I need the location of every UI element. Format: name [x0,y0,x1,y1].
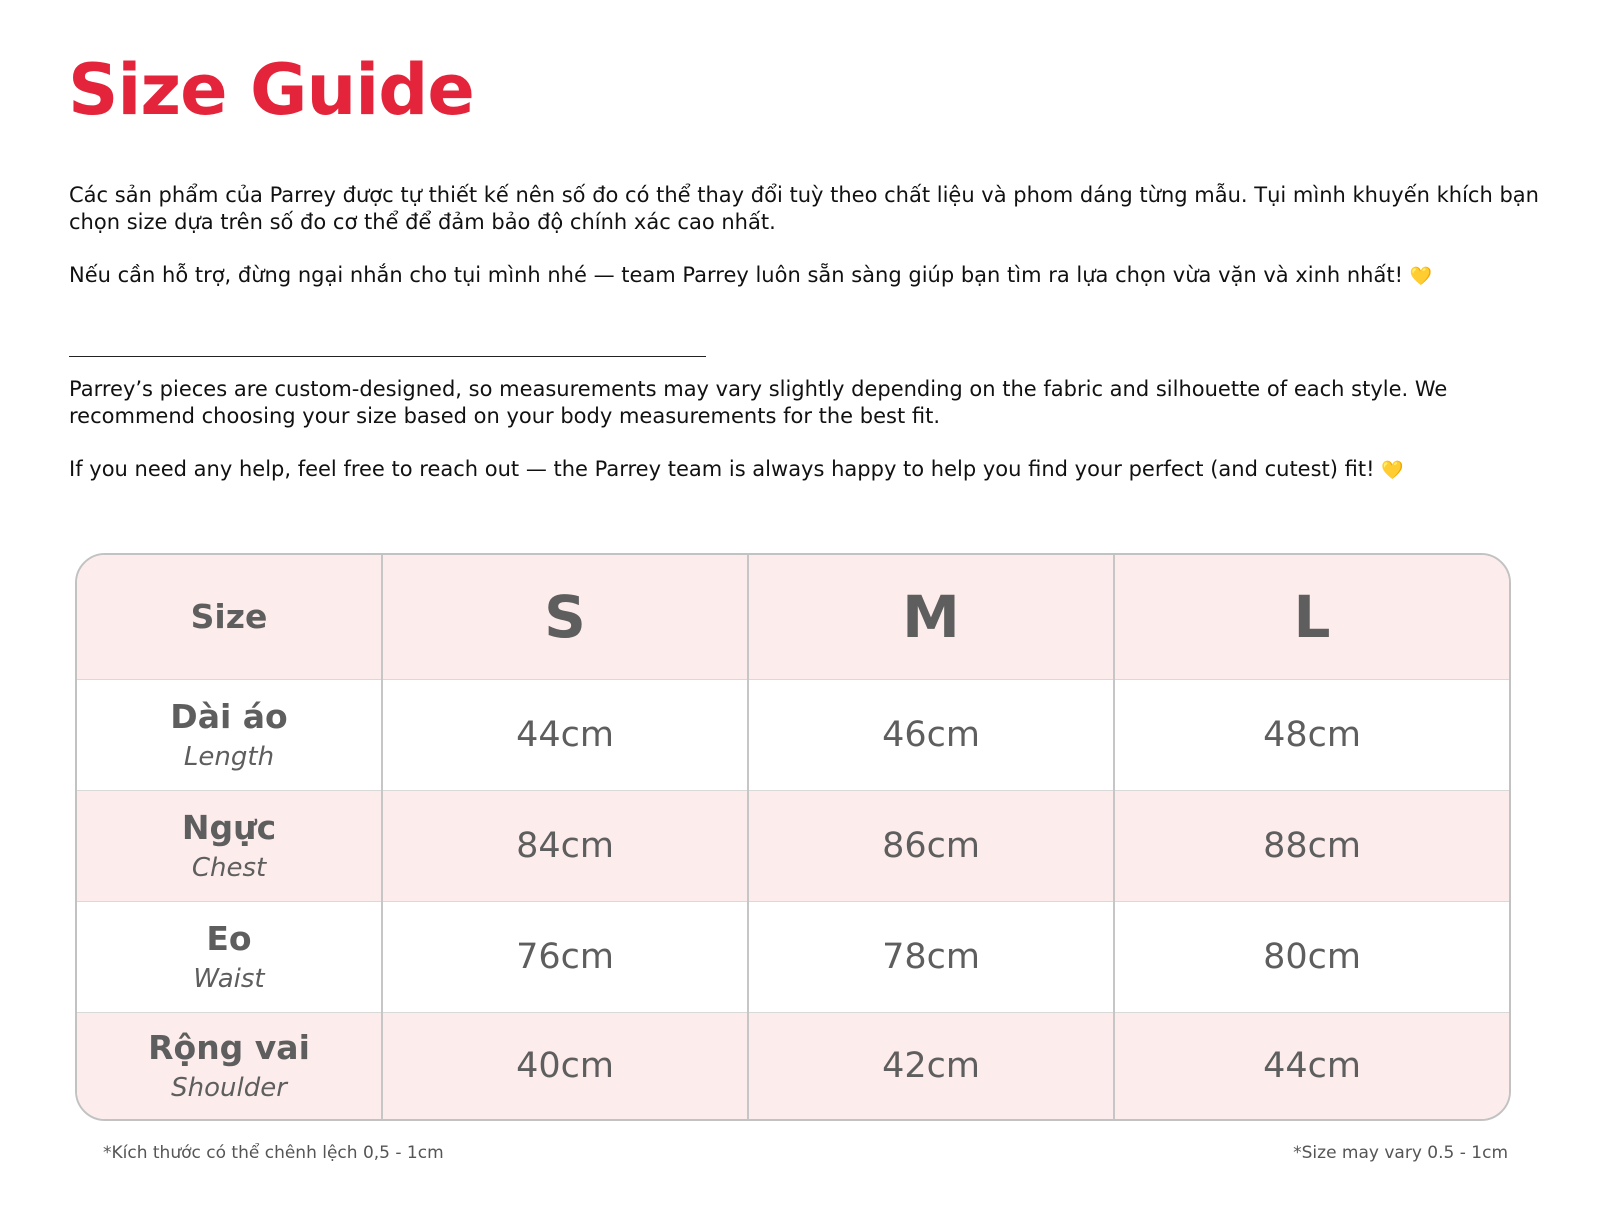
table-cell: 42cm [748,1012,1114,1119]
table-cell: 88cm [1114,790,1509,901]
row-label-vn: Rộng vai [148,1027,310,1067]
row-label-vn: Dài áo [170,696,288,736]
table-cell: 44cm [382,679,748,790]
table-cell: 46cm [748,679,1114,790]
row-label-shoulder [77,1012,382,1119]
row-label-en: Length [183,741,275,772]
intro-vi-paragraph-1 [69,182,1549,236]
heart-icon: 💛 [1381,460,1404,481]
table-cell: 76cm [382,901,748,1012]
intro-en-paragraph-2-text: If you need any help, feel free to reach out — the Parrey team is always happy to help you find your perfect (and cutest) fit! [69,457,1375,481]
page-title: Size Guide [68,49,474,131]
table-row [77,679,1509,790]
heart-icon: 💛 [1409,266,1433,287]
size-table-container [75,553,1511,1121]
footnote-vi: *Kích thước có thể chênh lệch 0,5 - 1cm [103,1143,444,1163]
size-table [77,555,1509,1119]
table-cell: 84cm [382,790,748,901]
section-divider [69,356,706,357]
footnote-en: *Size may vary 0.5 - 1cm [1293,1143,1508,1163]
intro-en-paragraph-2 [69,456,1549,484]
table-cell: 78cm [748,901,1114,1012]
intro-vi-paragraph-1-text: Các sản phẩm của Parrey được tự thiết kế nên số đo có thể thay đổi tuỳ theo chất liệu và phom dáng từng mẫu. Tụi mình khuyến khích bạn chọn size dựa trên số đo cơ thể để đảm bảo độ chính xác cao nhất. [69,183,1539,234]
header-size-s: S [382,555,748,679]
table-cell: 80cm [1114,901,1509,1012]
intro-vi-paragraph-2-text: Nếu cần hỗ trợ, đừng ngại nhắn cho tụi mình nhé — team Parrey luôn sẵn sàng giúp bạn tìm ra lựa chọn vừa vặn và xinh nhất! [69,263,1404,287]
table-cell: 86cm [748,790,1114,901]
table-cell: 40cm [382,1012,748,1119]
header-size-label: Size [77,555,382,679]
row-label-length [77,679,382,790]
row-label-chest [77,790,382,901]
intro-vi-paragraph-2 [69,262,1549,290]
table-cell: 48cm [1114,679,1509,790]
table-row [77,1012,1509,1119]
row-label-en: Shoulder [171,1072,287,1103]
row-label-en: Chest [191,852,267,883]
header-size-m: M [748,555,1114,679]
intro-en-paragraph-1 [69,376,1549,430]
row-label-waist [77,901,382,1012]
table-cell: 44cm [1263,1045,1361,1086]
table-row [77,901,1509,1012]
row-label-en: Waist [193,963,265,994]
table-header-row [77,555,1509,679]
row-label-vn: Ngực [181,807,277,847]
intro-en-paragraph-1-text: Parrey’s pieces are custom-designed, so measurements may vary slightly depending on the fabric and silhouette of each style. We recommend choosing your size based on your body measurements for the best fit. [69,377,1448,428]
row-label-vn: Eo [206,918,252,958]
table-row [77,790,1509,901]
header-size-l: L [1114,555,1509,679]
